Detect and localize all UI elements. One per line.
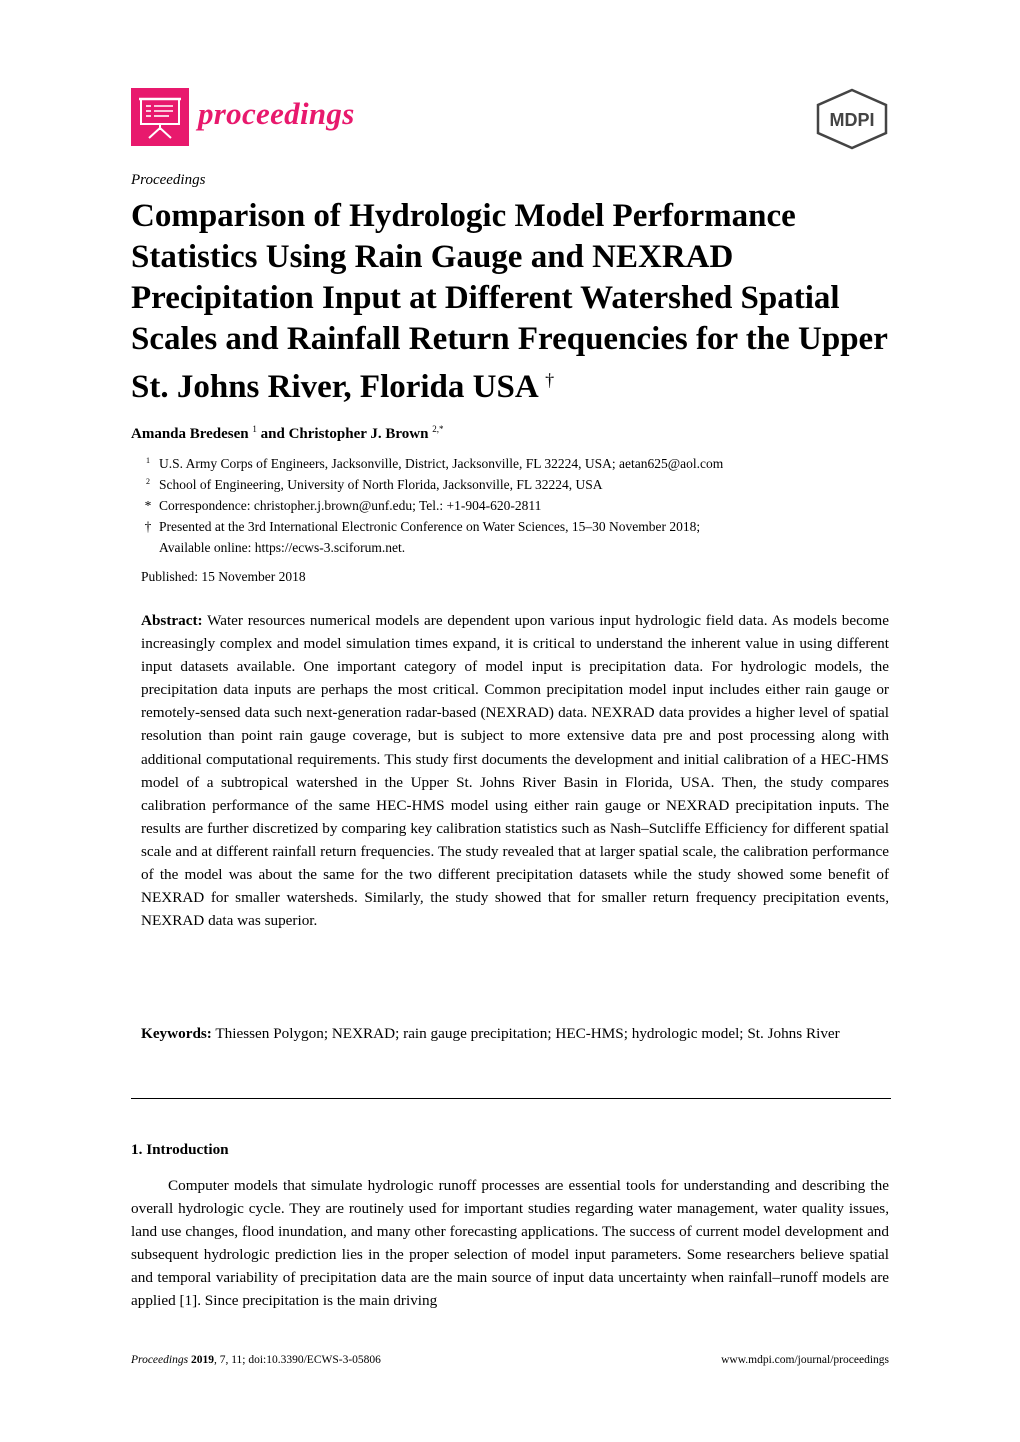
affiliation-text: School of Engineering, University of North Florida, Jacksonville, FL 32224, USA bbox=[159, 477, 603, 492]
footer-doi: , 7, 11; doi:10.3390/ECWS-3-05806 bbox=[213, 1354, 381, 1366]
abstract bbox=[141, 609, 889, 932]
author-joiner: and bbox=[260, 426, 285, 442]
affiliation-mark: † bbox=[144, 519, 152, 534]
abstract-text: Water resources numerical models are dependent upon various input hydrologic field data. As models become increasingly complex and model simulation times expand, it is critical to understand the inherent value in using different input datasets available. One important category of model input is precipitation data. For hydrologic models, the precipitation data inputs are perhaps the most critical. Common precipitation model input includes either rain gauge or remotely-sensed data such next-generation radar-based (NEXRAD) data. NEXRAD data provides a higher level of spatial resolution than point rain gauge coverage, but is subject to more extensive data pre and post processing along with additional computational requirements. This study first documents the development and initial calibration of a HEC-HMS model of a subtropical watershed in the Upper St. Johns River Basin in Florida, USA. Then, the study compares calibration performance of the same HEC-HMS model using either rain gauge or NEXRAD precipitation inputs. The results are further discretized by comparing key calibration statistics such as Nash–Sutcliffe Efficiency for different spatial scale and at different rainfall return frequencies. The study revealed that at larger spatial scale, the calibration performance of the model was about the same for the two different precipitation datasets while the study showed some benefit of NEXRAD for smaller watersheds. Similarly, the study showed that for smaller return frequency precipitation events, NEXRAD data was superior. bbox=[141, 612, 889, 930]
author-name[interactable]: Christopher J. Brown bbox=[288, 426, 429, 442]
paper-title bbox=[131, 196, 901, 408]
keywords-text: Thiessen Polygon; NEXRAD; rain gauge precipitation; HEC-HMS; hydrologic model; St. Johns River bbox=[215, 1025, 840, 1042]
affiliation-mark: * bbox=[144, 498, 152, 513]
footer-url[interactable]: www.mdpi.com/journal/proceedings bbox=[721, 1354, 889, 1366]
section-divider bbox=[131, 1098, 891, 1099]
abstract-label: Abstract: bbox=[141, 612, 203, 629]
journal-label: Proceedings bbox=[131, 172, 206, 188]
title-line bbox=[131, 360, 901, 408]
title-dagger: † bbox=[545, 370, 555, 390]
title-line: Statistics Using Rain Gauge and NEXRAD bbox=[131, 239, 734, 275]
footer-year: 2019 bbox=[190, 1354, 214, 1366]
footer-citation bbox=[131, 1354, 381, 1366]
title-line-text: St. Johns River, Florida USA bbox=[131, 369, 537, 405]
conference-note-text: Presented at the 3rd International Electronic Conference on Water Sciences, 15–30 November 2018; bbox=[159, 519, 701, 534]
intro-paragraph: Computer models that simulate hydrologic runoff processes are essential tools for understanding and describing the overall hydrologic cycle. They are routinely used for important studies regarding water management, water quality issues, land use changes, flood inundation, and many other forecasting applications. The success of current model development and subsequent hydrologic prediction lies in the proper selection of model input parameters. Some researchers believe spatial and temporal variability of precipitation data are the main source of input data uncertainty when rainfall–runoff models are applied [1]. Since precipitation is the main driving bbox=[131, 1177, 889, 1310]
author-affiliation-mark: 2,* bbox=[432, 424, 444, 434]
affiliation-text: U.S. Army Corps of Engineers, Jacksonville, District, Jacksonville, FL 32224, USA; aetan625@aol.com bbox=[159, 456, 724, 471]
journal-logo-word: proceedings bbox=[198, 96, 355, 131]
footer-journal: Proceedings bbox=[131, 1354, 189, 1366]
proceedings-logo-icon bbox=[131, 88, 189, 146]
keywords-label: Keywords: bbox=[141, 1025, 212, 1042]
keywords bbox=[141, 1022, 889, 1045]
section-heading: 1. Introduction bbox=[131, 1141, 229, 1158]
title-line: Comparison of Hydrologic Model Performance bbox=[131, 198, 796, 234]
correspondence-text[interactable]: Correspondence: christopher.j.brown@unf.edu; Tel.: +1-904-620-2811 bbox=[159, 498, 542, 513]
author-affiliation-mark: 1 bbox=[252, 424, 257, 434]
mdpi-logo-text: MDPI bbox=[829, 110, 875, 130]
conference-url-text[interactable]: Available online: https://ecws-3.sciforum.net. bbox=[159, 540, 406, 555]
title-line: Precipitation Input at Different Watershed Spatial bbox=[131, 280, 840, 316]
title-line: Scales and Rainfall Return Frequencies for the Upper bbox=[131, 321, 888, 357]
published-date: Published: 15 November 2018 bbox=[141, 569, 306, 584]
affiliation-mark: 1 bbox=[146, 456, 150, 465]
mdpi-logo-icon bbox=[815, 88, 889, 150]
author-list bbox=[131, 424, 443, 443]
author-name[interactable]: Amanda Bredesen bbox=[131, 426, 249, 442]
affiliation-mark: 2 bbox=[146, 477, 150, 486]
